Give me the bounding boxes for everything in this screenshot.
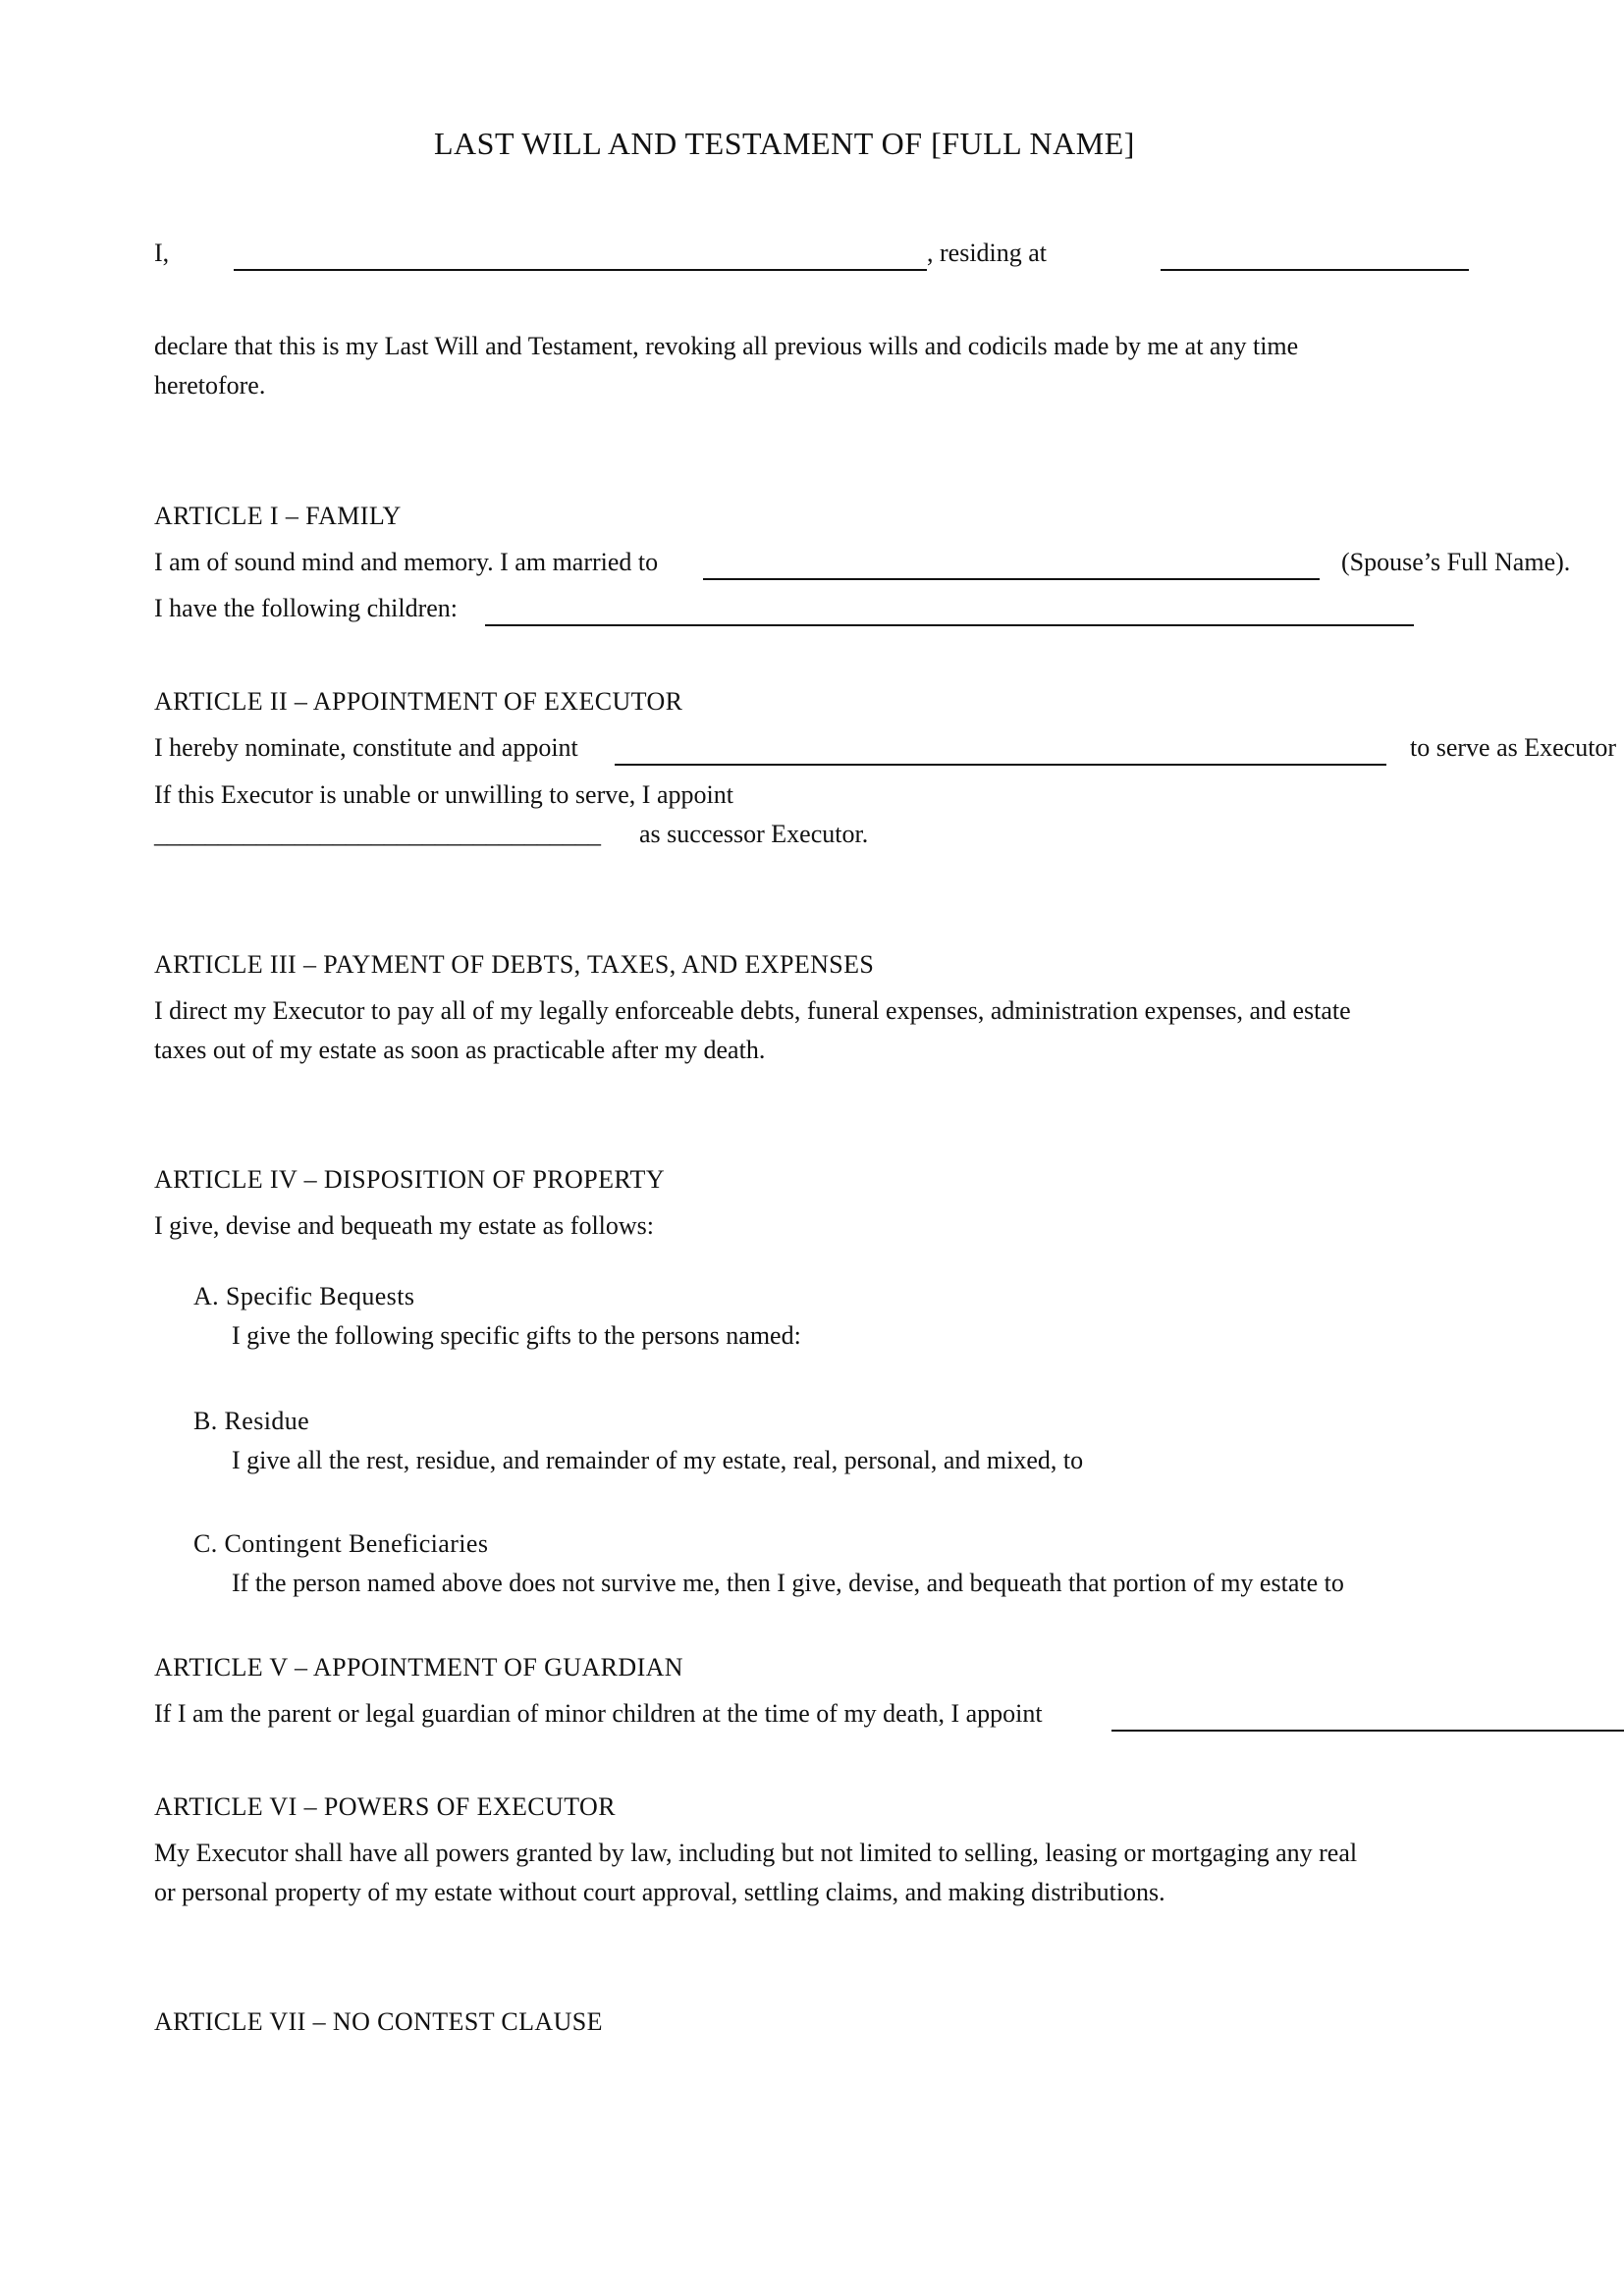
intro-prefix: I, [154,239,170,267]
article-4-a-heading: A. Specific Bequests [193,1282,415,1310]
intro-residing: , residing at [927,239,1048,267]
declaration-line-2: heretofore. [154,371,266,400]
article-1-married: I am of sound mind and memory. I am married to [154,548,659,576]
article-4-c-text: If the person named above does not survive me, then I give, devise, and bequeath that portion of my estate to [232,1569,1344,1597]
article-4-intro: I give, devise and bequeath my estate as follows: [154,1211,655,1240]
article-2-unable: If this Executor is unable or unwilling to serve, I appoint [154,780,733,809]
article-4-c-heading: C. Contingent Beneficiaries [193,1529,489,1558]
executor-name-field[interactable] [615,764,1386,766]
article-1-heading: ARTICLE I – FAMILY [154,502,402,530]
successor-executor-field[interactable]: ___________________________________ [154,820,601,848]
testator-name-field[interactable] [234,269,927,271]
children-field[interactable] [485,624,1414,626]
residence-field[interactable] [1161,269,1469,271]
article-3-line-1: I direct my Executor to pay all of my legally enforceable debts, funeral expenses, administration expenses, and estate [154,996,1351,1025]
article-6-line-2: or personal property of my estate without court approval, settling claims, and making distributions. [154,1878,1165,1906]
article-2-nominate: I hereby nominate, constitute and appoint [154,733,578,762]
declaration-line-1: declare that this is my Last Will and Testament, revoking all previous wills and codicils made by me at any time [154,332,1299,360]
article-7-heading: ARTICLE VII – NO CONTEST CLAUSE [154,2007,603,2036]
article-4-b-heading: B. Residue [193,1407,310,1435]
article-3-line-2: taxes out of my estate as soon as practicable after my death. [154,1036,766,1064]
article-5-heading: ARTICLE V – APPOINTMENT OF GUARDIAN [154,1653,683,1682]
article-4-a-text: I give the following specific gifts to the persons named: [232,1321,801,1350]
article-3-heading: ARTICLE III – PAYMENT OF DEBTS, TAXES, AND EXPENSES [154,950,875,979]
article-2-heading: ARTICLE II – APPOINTMENT OF EXECUTOR [154,687,683,716]
article-6-heading: ARTICLE VI – POWERS OF EXECUTOR [154,1792,616,1821]
article-5-text: If I am the parent or legal guardian of minor children at the time of my death, I appoint [154,1699,1043,1728]
article-1-children: I have the following children: [154,594,459,622]
article-2-serve: to serve as Executor [1410,733,1617,762]
article-2-successor: as successor Executor. [639,820,869,848]
document-title: LAST WILL AND TESTAMENT OF [FULL NAME] [434,126,1135,161]
article-4-b-text: I give all the rest, residue, and remainder of my estate, real, personal, and mixed, to [232,1446,1084,1474]
guardian-name-field[interactable] [1111,1730,1624,1732]
spouse-name-field[interactable] [703,578,1320,580]
article-6-line-1: My Executor shall have all powers granted by law, including but not limited to selling, leasing or mortgaging any real [154,1839,1358,1867]
spouse-hint: (Spouse’s Full Name). [1341,548,1571,576]
article-4-heading: ARTICLE IV – DISPOSITION OF PROPERTY [154,1165,666,1194]
